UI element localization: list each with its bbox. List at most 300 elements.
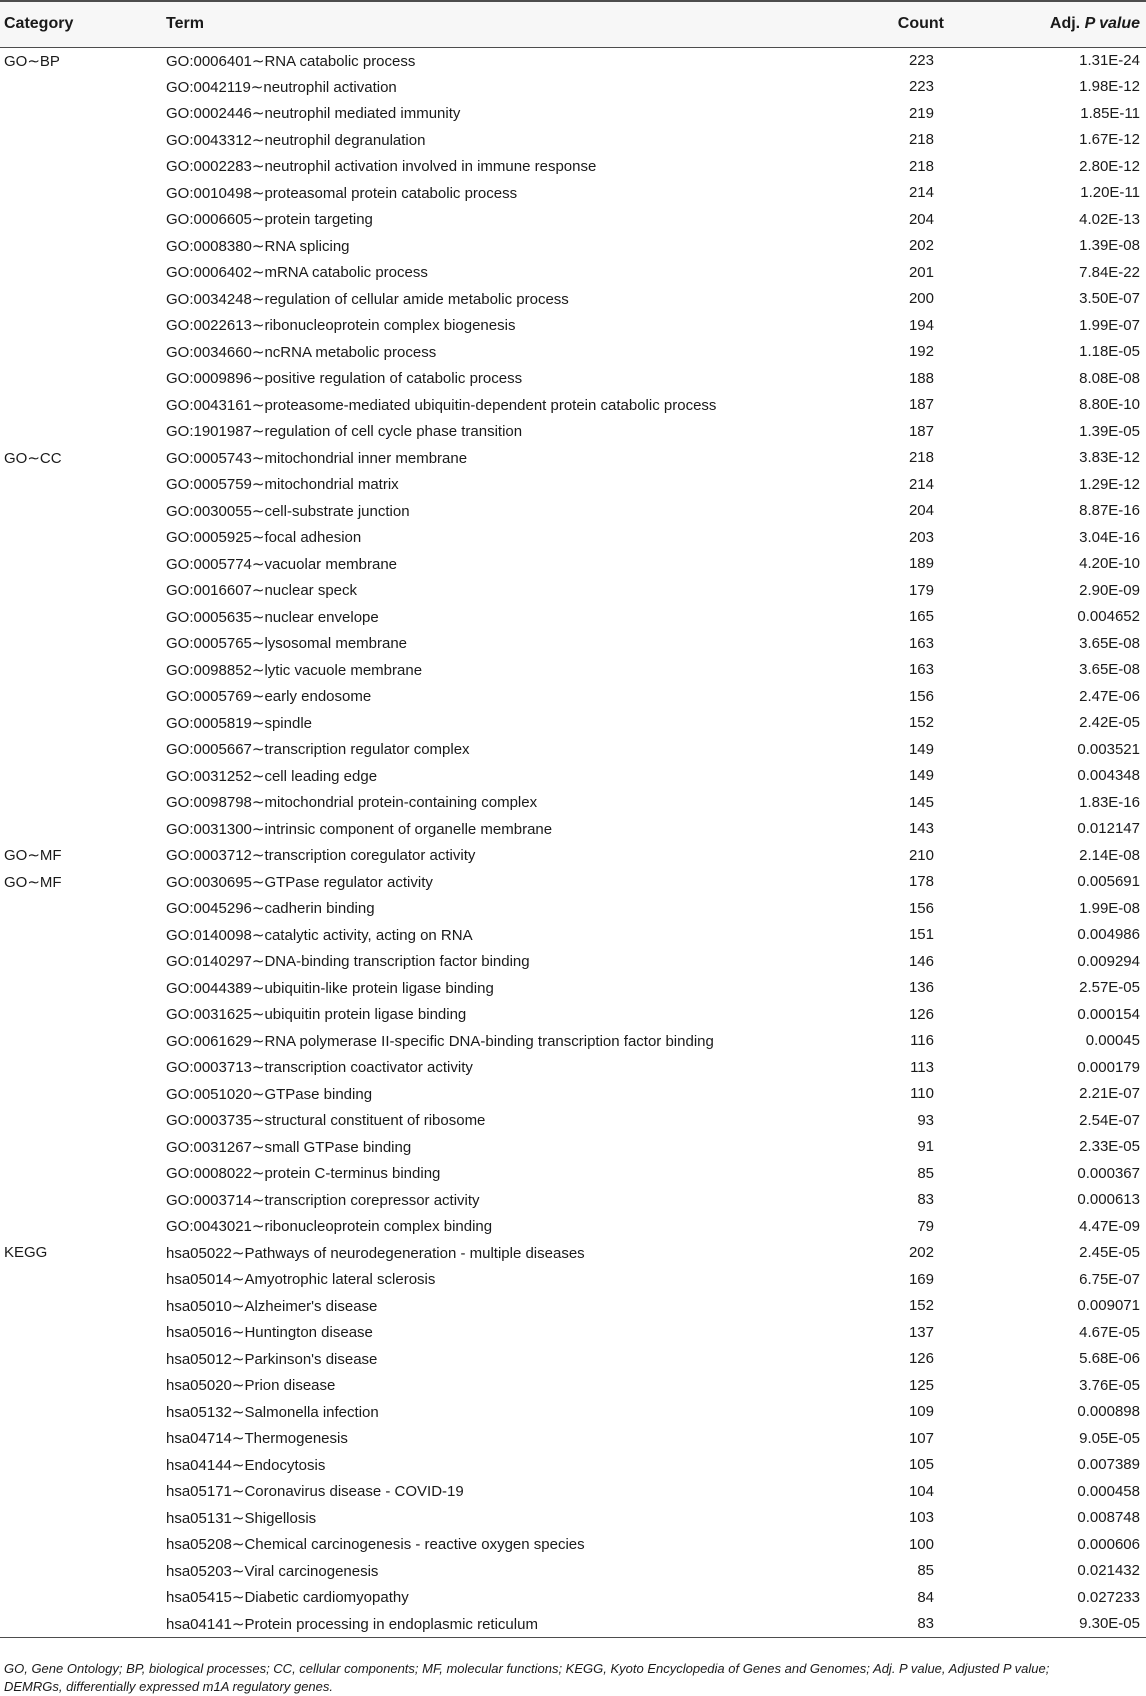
table-row [0, 975, 1146, 1002]
row-padj: 2.80E-12 [1079, 157, 1140, 175]
row-term: GO:0098798∼mitochondrial protein-containing complex [166, 794, 538, 812]
row-count: 85 [917, 1164, 934, 1182]
row-count: 126 [908, 1005, 934, 1023]
row-count: 178 [908, 873, 934, 891]
table-row [0, 1081, 1146, 1108]
row-category [0, 1107, 166, 1134]
row-term: GO:0051020∼GTPase binding [166, 1085, 373, 1103]
table-row [0, 127, 1146, 154]
row-category [0, 657, 166, 684]
row-term: hsa05014∼Amyotrophic lateral sclerosis [166, 1271, 436, 1289]
row-category [0, 1505, 166, 1532]
row-term: hsa05010∼Alzheimer's disease [166, 1297, 378, 1315]
row-category [0, 1081, 166, 1108]
row-category [0, 339, 166, 366]
row-term: hsa04141∼Protein processing in endoplasmic reticulum [166, 1611, 866, 1638]
row-term: GO:0031267∼small GTPase binding [166, 1138, 412, 1156]
row-category [0, 789, 166, 816]
row-category [0, 1558, 166, 1585]
table-row [0, 1531, 1146, 1558]
row-term: GO:0005765∼lysosomal membrane [166, 635, 408, 653]
row-category [0, 604, 166, 631]
row-count: 200 [908, 290, 934, 308]
row-count: 192 [908, 343, 934, 361]
row-count: 179 [908, 581, 934, 599]
row-term: GO:0005759∼mitochondrial matrix [166, 476, 399, 494]
row-padj: 0.000367 [1077, 1164, 1140, 1182]
row-category [0, 1187, 166, 1214]
row-padj: 3.83E-12 [1079, 449, 1140, 467]
table-row [0, 551, 1146, 578]
row-term: GO:0043161∼proteasome-mediated ubiquitin-dependent protein catabolic process [166, 396, 717, 414]
row-count: 84 [917, 1588, 934, 1606]
table-row [0, 259, 1146, 286]
row-term: hsa05020∼Prion disease [166, 1377, 336, 1395]
row-padj: 1.29E-12 [1079, 475, 1140, 493]
row-count: 218 [908, 449, 934, 467]
table-row [0, 1611, 1146, 1638]
row-padj: 0.000154 [1077, 1005, 1140, 1023]
row-count: 187 [908, 422, 934, 440]
row-category [0, 286, 166, 313]
row-category [0, 1028, 166, 1055]
table-row [0, 1425, 1146, 1452]
row-category [0, 233, 166, 260]
row-term: GO:1901987∼regulation of cell cycle phase transition [166, 423, 523, 441]
row-term: GO:0009896∼positive regulation of catabolic process [166, 370, 523, 388]
row-term: GO:0003713∼transcription coactivator activity [166, 1059, 473, 1077]
row-category [0, 551, 166, 578]
row-count: 116 [910, 1032, 934, 1050]
table-header [0, 1, 1146, 47]
row-category [0, 710, 166, 737]
header-category: Category [0, 1, 166, 47]
row-term: GO:0031625∼ubiquitin protein ligase binding [166, 1006, 467, 1024]
header-row [0, 1, 1146, 47]
row-padj: 1.67E-12 [1079, 131, 1140, 149]
row-padj: 9.05E-05 [1079, 1429, 1140, 1447]
table-row [0, 180, 1146, 207]
row-padj: 1.85E-11 [1080, 104, 1140, 122]
table-row [0, 1505, 1146, 1532]
row-count: 210 [908, 846, 934, 864]
row-count: 151 [908, 926, 934, 944]
row-term: hsa05131∼Shigellosis [166, 1509, 317, 1527]
row-count: 137 [908, 1323, 934, 1341]
row-count: 214 [908, 184, 934, 202]
row-padj: 1.98E-12 [1079, 78, 1140, 96]
row-count: 125 [908, 1376, 934, 1394]
row-category [0, 816, 166, 843]
table-row [0, 339, 1146, 366]
row-padj: 8.87E-16 [1079, 502, 1140, 520]
row-padj: 0.008748 [1077, 1509, 1140, 1527]
row-category [0, 1611, 166, 1638]
table-footnote [4, 1660, 1142, 1696]
row-category [0, 577, 166, 604]
row-category [0, 153, 166, 180]
row-padj: 0.000898 [1077, 1403, 1140, 1421]
table-row [0, 577, 1146, 604]
row-padj: 0.004348 [1077, 767, 1140, 785]
row-category [0, 1346, 166, 1373]
row-padj: 1.20E-11 [1080, 184, 1140, 202]
row-padj: 0.007389 [1077, 1456, 1140, 1474]
row-padj: 0.000613 [1077, 1191, 1140, 1209]
row-count: 103 [908, 1509, 934, 1527]
row-padj: 2.42E-05 [1079, 714, 1140, 732]
table-row [0, 789, 1146, 816]
row-padj: 0.009071 [1077, 1297, 1140, 1315]
row-term: GO:0034660∼ncRNA metabolic process [166, 343, 437, 361]
row-count: 189 [908, 555, 934, 573]
row-padj: 8.80E-10 [1079, 396, 1140, 414]
row-term: GO:0010498∼proteasomal protein catabolic process [166, 184, 518, 202]
row-term: GO:0042119∼neutrophil activation [166, 78, 397, 96]
table-row [0, 471, 1146, 498]
row-padj: 2.54E-07 [1079, 1111, 1140, 1129]
table-row [0, 1346, 1146, 1373]
row-category [0, 1584, 166, 1611]
table-row [0, 74, 1146, 101]
row-category [0, 1372, 166, 1399]
row-padj: 4.20E-10 [1079, 555, 1140, 573]
row-count: 223 [908, 52, 934, 69]
row-count: 149 [908, 767, 934, 785]
table-row [0, 736, 1146, 763]
header-padj-italic: P value [1084, 15, 1140, 33]
row-term: GO:0043312∼neutrophil degranulation [166, 131, 426, 149]
row-term: GO:0045296∼cadherin binding [166, 900, 375, 918]
row-count: 187 [908, 396, 934, 414]
row-padj: 4.02E-13 [1079, 210, 1140, 228]
row-padj: 3.65E-08 [1079, 634, 1140, 652]
row-count: 223 [908, 78, 934, 96]
row-count: 79 [917, 1217, 934, 1235]
row-count: 110 [910, 1085, 934, 1103]
row-term: GO:0003712∼transcription coregulator activity [166, 847, 476, 865]
row-padj: 9.30E-05 [996, 1611, 1146, 1638]
row-padj: 0.009294 [1077, 952, 1140, 970]
row-category [0, 1134, 166, 1161]
row-padj: 0.000458 [1077, 1482, 1140, 1500]
row-category [0, 471, 166, 498]
table-row [0, 1584, 1146, 1611]
header-count: Count [866, 1, 996, 47]
row-padj: 2.14E-08 [1079, 846, 1140, 864]
row-count: 104 [908, 1482, 934, 1500]
row-padj: 0.000179 [1077, 1058, 1140, 1076]
row-count: 165 [908, 608, 934, 626]
row-category [0, 763, 166, 790]
row-padj: 4.47E-09 [1079, 1217, 1140, 1235]
row-category [0, 127, 166, 154]
table-row [0, 1001, 1146, 1028]
row-term: hsa05203∼Viral carcinogenesis [166, 1562, 379, 1580]
row-count: 188 [908, 369, 934, 387]
row-category [0, 100, 166, 127]
row-category [0, 418, 166, 445]
row-padj: 2.21E-07 [1079, 1085, 1140, 1103]
table-row [0, 842, 1146, 869]
table-row [0, 1028, 1146, 1055]
table-row [0, 100, 1146, 127]
table-row [0, 604, 1146, 631]
row-count: 93 [917, 1111, 934, 1129]
row-padj: 0.012147 [1077, 820, 1140, 838]
row-count: 107 [908, 1429, 934, 1447]
row-term: GO:0140098∼catalytic activity, acting on RNA [166, 926, 473, 944]
table-row [0, 922, 1146, 949]
row-term: hsa05415∼Diabetic cardiomyopathy [166, 1589, 409, 1607]
row-count: 202 [908, 237, 934, 255]
row-category [0, 392, 166, 419]
row-count: 156 [908, 899, 934, 917]
row-count: 219 [908, 104, 934, 122]
row-category [0, 180, 166, 207]
table-row [0, 1134, 1146, 1161]
row-category [0, 948, 166, 975]
table-row [0, 233, 1146, 260]
row-padj: 1.99E-07 [1079, 316, 1140, 334]
row-padj: 0.005691 [1077, 873, 1140, 891]
row-padj: 0.004986 [1077, 926, 1140, 944]
row-padj: 0.003521 [1077, 740, 1140, 758]
table-row [0, 710, 1146, 737]
row-term: GO:0005819∼spindle [166, 714, 313, 732]
table-row [0, 365, 1146, 392]
header-padj-prefix: Adj. [1049, 15, 1085, 33]
table-row [0, 1452, 1146, 1479]
row-count: 136 [908, 979, 934, 997]
row-category [0, 922, 166, 949]
header-padj [996, 1, 1146, 47]
row-count: 126 [908, 1350, 934, 1368]
table-row [0, 1372, 1146, 1399]
row-term: GO:0016607∼nuclear speck [166, 582, 358, 600]
row-category [0, 1319, 166, 1346]
row-term: GO:0006605∼protein targeting [166, 211, 373, 229]
row-term: GO:0002283∼neutrophil activation involved in immune response [166, 158, 597, 176]
table-row [0, 206, 1146, 233]
row-padj: 7.84E-22 [1079, 263, 1140, 281]
row-count: 156 [908, 687, 934, 705]
table-row [0, 1558, 1146, 1585]
row-category [0, 736, 166, 763]
table-row [0, 47, 1146, 74]
table-row [0, 153, 1146, 180]
row-padj: 4.67E-05 [1079, 1323, 1140, 1341]
row-category [0, 1425, 166, 1452]
row-term: hsa04714∼Thermogenesis [166, 1430, 348, 1448]
row-padj: 2.47E-06 [1079, 687, 1140, 705]
row-padj: 2.33E-05 [1079, 1138, 1140, 1156]
row-category [0, 1478, 166, 1505]
row-category [0, 1160, 166, 1187]
row-term: hsa05132∼Salmonella infection [166, 1403, 379, 1421]
table-row [0, 1054, 1146, 1081]
row-category [0, 1213, 166, 1240]
row-term: GO:0006401∼RNA catabolic process [166, 52, 416, 70]
table-row [0, 630, 1146, 657]
row-count: 218 [908, 131, 934, 149]
row-term: GO:0030055∼cell-substrate junction [166, 502, 410, 520]
row-term: GO:0005769∼early endosome [166, 688, 372, 706]
row-category [0, 1399, 166, 1426]
row-category [0, 1001, 166, 1028]
row-count: 203 [908, 528, 934, 546]
row-count: 169 [908, 1270, 934, 1288]
row-term: GO:0005743∼mitochondrial inner membrane [166, 449, 468, 467]
row-padj: 0.027233 [1077, 1588, 1140, 1606]
row-padj: 2.90E-09 [1079, 581, 1140, 599]
table-row [0, 763, 1146, 790]
row-term: hsa05022∼Pathways of neurodegeneration - multiple diseases [166, 1244, 585, 1262]
row-padj: 1.31E-24 [1079, 52, 1140, 69]
row-count: 143 [908, 820, 934, 838]
row-term: hsa05016∼Huntington disease [166, 1324, 373, 1342]
row-term: GO:0061629∼RNA polymerase II-specific DNA-binding transcription factor binding [166, 1032, 714, 1050]
row-category [0, 259, 166, 286]
row-count: 113 [910, 1058, 934, 1076]
row-term: GO:0030695∼GTPase regulator activity [166, 873, 433, 891]
footnote-line-2: DEMRGs, differentially expressed m1A regulatory genes. [4, 1679, 333, 1694]
row-category: KEGG [4, 1244, 48, 1262]
table-row [0, 948, 1146, 975]
table-row [0, 312, 1146, 339]
row-count: 105 [908, 1456, 934, 1474]
row-count: 83 [917, 1191, 934, 1209]
table-row [0, 683, 1146, 710]
table-row [0, 498, 1146, 525]
table-row [0, 816, 1146, 843]
row-term: GO:0140297∼DNA-binding transcription factor binding [166, 953, 530, 971]
row-padj: 3.76E-05 [1079, 1376, 1140, 1394]
row-term: GO:0098852∼lytic vacuole membrane [166, 661, 423, 679]
row-padj: 1.18E-05 [1079, 343, 1140, 361]
table-row [0, 1160, 1146, 1187]
row-count: 100 [908, 1535, 934, 1553]
row-padj: 3.65E-08 [1079, 661, 1140, 679]
table-row [0, 1478, 1146, 1505]
row-count: 83 [866, 1611, 996, 1638]
row-term: hsa05012∼Parkinson's disease [166, 1350, 378, 1368]
row-padj: 8.08E-08 [1079, 369, 1140, 387]
row-padj: 3.04E-16 [1079, 528, 1140, 546]
table-row [0, 286, 1146, 313]
row-category [0, 74, 166, 101]
row-padj: 0.00045 [1085, 1032, 1140, 1050]
row-count: 91 [917, 1138, 934, 1156]
row-category [0, 895, 166, 922]
table-row [0, 895, 1146, 922]
table-row [0, 869, 1146, 896]
row-term: GO:0002446∼neutrophil mediated immunity [166, 105, 461, 123]
row-term: GO:0005774∼vacuolar membrane [166, 555, 398, 573]
row-count: 214 [908, 475, 934, 493]
row-category [0, 312, 166, 339]
header-term: Term [166, 1, 866, 47]
row-count: 202 [908, 1244, 934, 1262]
row-count: 149 [908, 740, 934, 758]
row-term: GO:0003735∼structural constituent of ribosome [166, 1112, 486, 1130]
table-row [0, 1213, 1146, 1240]
row-term: GO:0008022∼protein C-terminus binding [166, 1165, 441, 1183]
row-padj: 1.83E-16 [1079, 793, 1140, 811]
row-term: GO:0043021∼ribonucleoprotein complex binding [166, 1218, 493, 1236]
row-category [0, 365, 166, 392]
table-row [0, 418, 1146, 445]
row-term: GO:0008380∼RNA splicing [166, 237, 350, 255]
row-term: GO:0044389∼ubiquitin-like protein ligase binding [166, 979, 494, 997]
row-term: GO:0005635∼nuclear envelope [166, 608, 379, 626]
row-term: GO:0005925∼focal adhesion [166, 529, 362, 547]
row-category [0, 1054, 166, 1081]
row-category: GO∼MF [4, 873, 62, 891]
row-count: 163 [908, 634, 934, 652]
table-row [0, 524, 1146, 551]
row-category [0, 498, 166, 525]
row-count: 152 [908, 1297, 934, 1315]
footnote-line-1: GO, Gene Ontology; BP, biological processes; CC, cellular components; MF, molecular functions; KEGG, Kyoto Encyclopedia of Genes and Genomes; Adj. P value, Adjusted P value; [4, 1661, 1050, 1676]
row-category [0, 630, 166, 657]
row-count: 218 [908, 157, 934, 175]
table-row [0, 445, 1146, 472]
row-term: GO:0031252∼cell leading edge [166, 767, 378, 785]
row-padj: 0.000606 [1077, 1535, 1140, 1553]
row-category [0, 1452, 166, 1479]
row-count: 146 [908, 952, 934, 970]
table-row [0, 1266, 1146, 1293]
row-category [0, 206, 166, 233]
row-count: 145 [908, 793, 934, 811]
row-category: GO∼BP [4, 52, 60, 70]
table-row [0, 1107, 1146, 1134]
row-count: 204 [908, 210, 934, 228]
row-category: GO∼MF [4, 847, 62, 865]
row-category [0, 524, 166, 551]
row-term: GO:0005667∼transcription regulator complex [166, 741, 470, 759]
row-category [0, 1266, 166, 1293]
row-padj: 2.45E-05 [1079, 1244, 1140, 1262]
row-term: hsa05208∼Chemical carcinogenesis - reactive oxygen species [166, 1536, 585, 1554]
row-term: GO:0031300∼intrinsic component of organelle membrane [166, 820, 553, 838]
row-term: GO:0003714∼transcription corepressor activity [166, 1191, 480, 1209]
row-count: 194 [908, 316, 934, 334]
row-term: GO:0022613∼ribonucleoprotein complex biogenesis [166, 317, 516, 335]
row-term: GO:0034248∼regulation of cellular amide metabolic process [166, 290, 569, 308]
table-row [0, 657, 1146, 684]
row-count: 152 [908, 714, 934, 732]
row-padj: 0.004652 [1077, 608, 1140, 626]
row-term: hsa05171∼Coronavirus disease - COVID-19 [166, 1483, 464, 1501]
row-padj: 6.75E-07 [1079, 1270, 1140, 1288]
row-term: hsa04144∼Endocytosis [166, 1456, 326, 1474]
table-row [0, 1240, 1146, 1267]
table-row [0, 1293, 1146, 1320]
row-padj: 3.50E-07 [1079, 290, 1140, 308]
row-count: 85 [917, 1562, 934, 1580]
row-category [0, 1531, 166, 1558]
row-padj: 5.68E-06 [1079, 1350, 1140, 1368]
table-row [0, 1319, 1146, 1346]
row-count: 204 [908, 502, 934, 520]
table-row [0, 1399, 1146, 1426]
row-padj: 1.39E-05 [1079, 422, 1140, 440]
row-count: 163 [908, 661, 934, 679]
row-category [0, 1293, 166, 1320]
table-row [0, 392, 1146, 419]
